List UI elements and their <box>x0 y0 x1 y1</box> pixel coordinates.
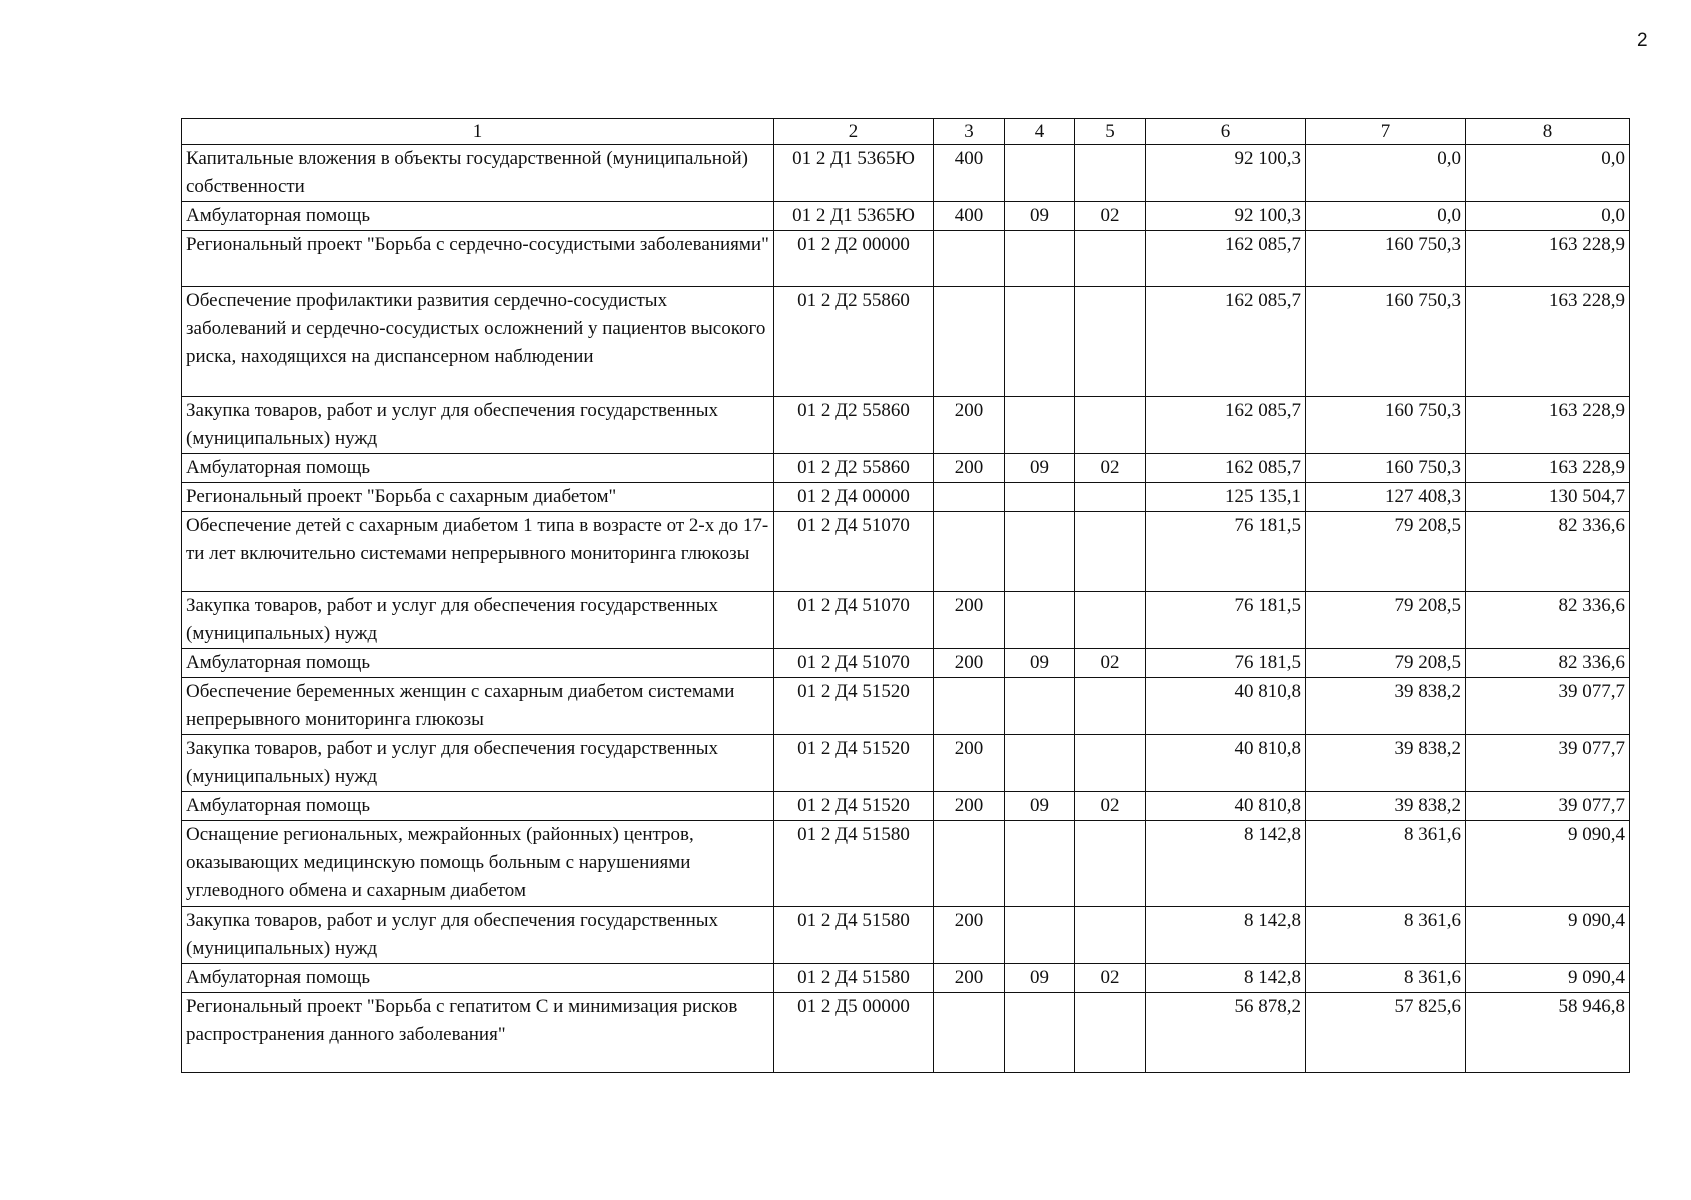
row-amount-year2-cell: 160 750,3 <box>1306 397 1466 454</box>
row-expense-type-cell: 200 <box>934 592 1005 649</box>
row-name-cell: Закупка товаров, работ и услуг для обеспечения государственных (муниципальных) нужд <box>182 592 774 649</box>
row-section-cell <box>1005 993 1075 1073</box>
row-expense-type-cell: 400 <box>934 202 1005 231</box>
row-section-cell: 09 <box>1005 202 1075 231</box>
row-amount-year3-cell: 0,0 <box>1466 202 1630 231</box>
row-section-cell <box>1005 231 1075 287</box>
row-expense-type-cell: 200 <box>934 397 1005 454</box>
row-amount-year1-cell: 8 142,8 <box>1146 907 1306 964</box>
row-amount-year1-cell: 76 181,5 <box>1146 592 1306 649</box>
row-code-cell: 01 2 Д4 51070 <box>774 512 934 592</box>
row-expense-type-cell: 400 <box>934 145 1005 202</box>
row-expense-type-cell <box>934 287 1005 397</box>
row-amount-year1-cell: 40 810,8 <box>1146 792 1306 821</box>
row-subsection-cell <box>1075 512 1146 592</box>
row-amount-year3-cell: 163 228,9 <box>1466 287 1630 397</box>
table-row <box>182 512 1630 592</box>
row-section-cell <box>1005 678 1075 735</box>
row-expense-type-cell <box>934 993 1005 1073</box>
row-amount-year1-cell: 76 181,5 <box>1146 649 1306 678</box>
row-section-cell <box>1005 397 1075 454</box>
budget-table <box>181 118 1630 1073</box>
header-cell: 5 <box>1075 119 1146 145</box>
page-number: 2 <box>1637 30 1648 51</box>
table-body <box>182 119 1630 1073</box>
row-subsection-cell <box>1075 145 1146 202</box>
row-expense-type-cell <box>934 483 1005 512</box>
row-section-cell: 09 <box>1005 964 1075 993</box>
row-expense-type-cell <box>934 678 1005 735</box>
row-amount-year2-cell: 39 838,2 <box>1306 735 1466 792</box>
row-amount-year3-cell: 163 228,9 <box>1466 397 1630 454</box>
row-subsection-cell: 02 <box>1075 649 1146 678</box>
header-cell: 7 <box>1306 119 1466 145</box>
row-subsection-cell <box>1075 993 1146 1073</box>
row-name-cell: Закупка товаров, работ и услуг для обеспечения государственных (муниципальных) нужд <box>182 907 774 964</box>
table-row <box>182 964 1630 993</box>
row-amount-year1-cell: 40 810,8 <box>1146 735 1306 792</box>
row-amount-year2-cell: 39 838,2 <box>1306 678 1466 735</box>
row-name-cell: Капитальные вложения в объекты государственной (муниципальной) собственности <box>182 145 774 202</box>
row-subsection-cell: 02 <box>1075 454 1146 483</box>
row-code-cell: 01 2 Д4 51520 <box>774 792 934 821</box>
table-row <box>182 202 1630 231</box>
row-section-cell <box>1005 145 1075 202</box>
row-expense-type-cell: 200 <box>934 964 1005 993</box>
row-section-cell <box>1005 287 1075 397</box>
row-amount-year1-cell: 162 085,7 <box>1146 287 1306 397</box>
table-row <box>182 993 1630 1073</box>
row-name-cell: Амбулаторная помощь <box>182 792 774 821</box>
row-amount-year3-cell: 9 090,4 <box>1466 964 1630 993</box>
header-cell: 6 <box>1146 119 1306 145</box>
table-row <box>182 231 1630 287</box>
row-expense-type-cell: 200 <box>934 907 1005 964</box>
row-name-cell: Амбулаторная помощь <box>182 649 774 678</box>
row-name-cell: Обеспечение беременных женщин с сахарным диабетом системами непрерывного мониторинга глюкозы <box>182 678 774 735</box>
row-subsection-cell: 02 <box>1075 964 1146 993</box>
row-name-cell: Региональный проект "Борьба с сердечно-сосудистыми заболеваниями" <box>182 231 774 287</box>
row-code-cell: 01 2 Д2 55860 <box>774 397 934 454</box>
row-amount-year3-cell: 58 946,8 <box>1466 993 1630 1073</box>
row-amount-year3-cell: 0,0 <box>1466 145 1630 202</box>
row-code-cell: 01 2 Д4 51070 <box>774 592 934 649</box>
row-amount-year1-cell: 162 085,7 <box>1146 231 1306 287</box>
row-amount-year2-cell: 57 825,6 <box>1306 993 1466 1073</box>
row-section-cell <box>1005 907 1075 964</box>
row-section-cell <box>1005 512 1075 592</box>
row-amount-year3-cell: 163 228,9 <box>1466 231 1630 287</box>
row-amount-year3-cell: 39 077,7 <box>1466 792 1630 821</box>
header-cell: 3 <box>934 119 1005 145</box>
table-row <box>182 287 1630 397</box>
row-amount-year3-cell: 39 077,7 <box>1466 678 1630 735</box>
row-amount-year2-cell: 160 750,3 <box>1306 287 1466 397</box>
row-section-cell <box>1005 592 1075 649</box>
row-amount-year1-cell: 92 100,3 <box>1146 145 1306 202</box>
row-amount-year3-cell: 82 336,6 <box>1466 512 1630 592</box>
table-row <box>182 678 1630 735</box>
row-amount-year1-cell: 162 085,7 <box>1146 454 1306 483</box>
row-expense-type-cell: 200 <box>934 792 1005 821</box>
row-subsection-cell <box>1075 907 1146 964</box>
row-name-cell: Амбулаторная помощь <box>182 454 774 483</box>
row-subsection-cell <box>1075 678 1146 735</box>
row-section-cell: 09 <box>1005 792 1075 821</box>
row-subsection-cell <box>1075 821 1146 907</box>
row-amount-year3-cell: 82 336,6 <box>1466 649 1630 678</box>
row-amount-year1-cell: 40 810,8 <box>1146 678 1306 735</box>
row-subsection-cell <box>1075 735 1146 792</box>
row-expense-type-cell <box>934 821 1005 907</box>
row-subsection-cell: 02 <box>1075 202 1146 231</box>
row-amount-year3-cell: 130 504,7 <box>1466 483 1630 512</box>
table-row <box>182 145 1630 202</box>
row-code-cell: 01 2 Д2 55860 <box>774 287 934 397</box>
row-code-cell: 01 2 Д4 00000 <box>774 483 934 512</box>
row-amount-year1-cell: 76 181,5 <box>1146 512 1306 592</box>
row-name-cell: Амбулаторная помощь <box>182 202 774 231</box>
table-row <box>182 397 1630 454</box>
row-section-cell <box>1005 735 1075 792</box>
row-amount-year2-cell: 0,0 <box>1306 202 1466 231</box>
row-amount-year1-cell: 162 085,7 <box>1146 397 1306 454</box>
row-amount-year2-cell: 160 750,3 <box>1306 454 1466 483</box>
row-section-cell: 09 <box>1005 649 1075 678</box>
row-amount-year2-cell: 8 361,6 <box>1306 907 1466 964</box>
header-cell: 2 <box>774 119 934 145</box>
row-subsection-cell <box>1075 287 1146 397</box>
row-code-cell: 01 2 Д2 55860 <box>774 454 934 483</box>
row-code-cell: 01 2 Д1 5365Ю <box>774 145 934 202</box>
row-code-cell: 01 2 Д4 51520 <box>774 678 934 735</box>
row-code-cell: 01 2 Д4 51580 <box>774 821 934 907</box>
row-code-cell: 01 2 Д4 51520 <box>774 735 934 792</box>
row-name-cell: Обеспечение профилактики развития сердечно-сосудистых заболеваний и сердечно-сосудистых осложнений у пациентов высокого риска, находящихся на диспансерном наблюдении <box>182 287 774 397</box>
row-amount-year2-cell: 79 208,5 <box>1306 512 1466 592</box>
row-amount-year1-cell: 92 100,3 <box>1146 202 1306 231</box>
header-cell: 8 <box>1466 119 1630 145</box>
row-name-cell: Региональный проект "Борьба с сахарным диабетом" <box>182 483 774 512</box>
table-row <box>182 792 1630 821</box>
row-expense-type-cell: 200 <box>934 735 1005 792</box>
row-amount-year3-cell: 9 090,4 <box>1466 821 1630 907</box>
row-section-cell: 09 <box>1005 454 1075 483</box>
row-code-cell: 01 2 Д5 00000 <box>774 993 934 1073</box>
row-code-cell: 01 2 Д1 5365Ю <box>774 202 934 231</box>
table-row <box>182 454 1630 483</box>
table-row <box>182 821 1630 907</box>
table-row <box>182 907 1630 964</box>
row-code-cell: 01 2 Д4 51580 <box>774 907 934 964</box>
row-subsection-cell <box>1075 397 1146 454</box>
row-expense-type-cell: 200 <box>934 649 1005 678</box>
row-subsection-cell: 02 <box>1075 792 1146 821</box>
table-row <box>182 649 1630 678</box>
row-expense-type-cell: 200 <box>934 454 1005 483</box>
row-code-cell: 01 2 Д4 51580 <box>774 964 934 993</box>
row-expense-type-cell <box>934 231 1005 287</box>
row-subsection-cell <box>1075 483 1146 512</box>
row-amount-year2-cell: 79 208,5 <box>1306 649 1466 678</box>
row-code-cell: 01 2 Д4 51070 <box>774 649 934 678</box>
row-amount-year3-cell: 82 336,6 <box>1466 592 1630 649</box>
row-amount-year2-cell: 160 750,3 <box>1306 231 1466 287</box>
row-amount-year3-cell: 163 228,9 <box>1466 454 1630 483</box>
row-amount-year1-cell: 8 142,8 <box>1146 821 1306 907</box>
row-amount-year1-cell: 8 142,8 <box>1146 964 1306 993</box>
row-amount-year2-cell: 8 361,6 <box>1306 821 1466 907</box>
table-row <box>182 483 1630 512</box>
row-subsection-cell <box>1075 592 1146 649</box>
row-amount-year2-cell: 79 208,5 <box>1306 592 1466 649</box>
row-amount-year1-cell: 125 135,1 <box>1146 483 1306 512</box>
header-cell: 4 <box>1005 119 1075 145</box>
row-amount-year2-cell: 0,0 <box>1306 145 1466 202</box>
row-name-cell: Оснащение региональных, межрайонных (районных) центров, оказывающих медицинскую помощь больным с нарушениями углеводного обмена и сахарным диабетом <box>182 821 774 907</box>
row-amount-year3-cell: 9 090,4 <box>1466 907 1630 964</box>
row-amount-year3-cell: 39 077,7 <box>1466 735 1630 792</box>
row-name-cell: Амбулаторная помощь <box>182 964 774 993</box>
row-name-cell: Региональный проект "Борьба с гепатитом С и минимизация рисков распространения данного заболевания" <box>182 993 774 1073</box>
row-amount-year2-cell: 127 408,3 <box>1306 483 1466 512</box>
row-subsection-cell <box>1075 231 1146 287</box>
header-cell: 1 <box>182 119 774 145</box>
row-name-cell: Обеспечение детей с сахарным диабетом 1 типа в возрасте от 2-х до 17-ти лет включительно системами непрерывного мониторинга глюкозы <box>182 512 774 592</box>
row-section-cell <box>1005 821 1075 907</box>
row-expense-type-cell <box>934 512 1005 592</box>
row-amount-year2-cell: 39 838,2 <box>1306 792 1466 821</box>
table-row <box>182 735 1630 792</box>
row-code-cell: 01 2 Д2 00000 <box>774 231 934 287</box>
table-header-row <box>182 119 1630 145</box>
row-name-cell: Закупка товаров, работ и услуг для обеспечения государственных (муниципальных) нужд <box>182 735 774 792</box>
row-amount-year1-cell: 56 878,2 <box>1146 993 1306 1073</box>
table-row <box>182 592 1630 649</box>
row-section-cell <box>1005 483 1075 512</box>
row-amount-year2-cell: 8 361,6 <box>1306 964 1466 993</box>
row-name-cell: Закупка товаров, работ и услуг для обеспечения государственных (муниципальных) нужд <box>182 397 774 454</box>
